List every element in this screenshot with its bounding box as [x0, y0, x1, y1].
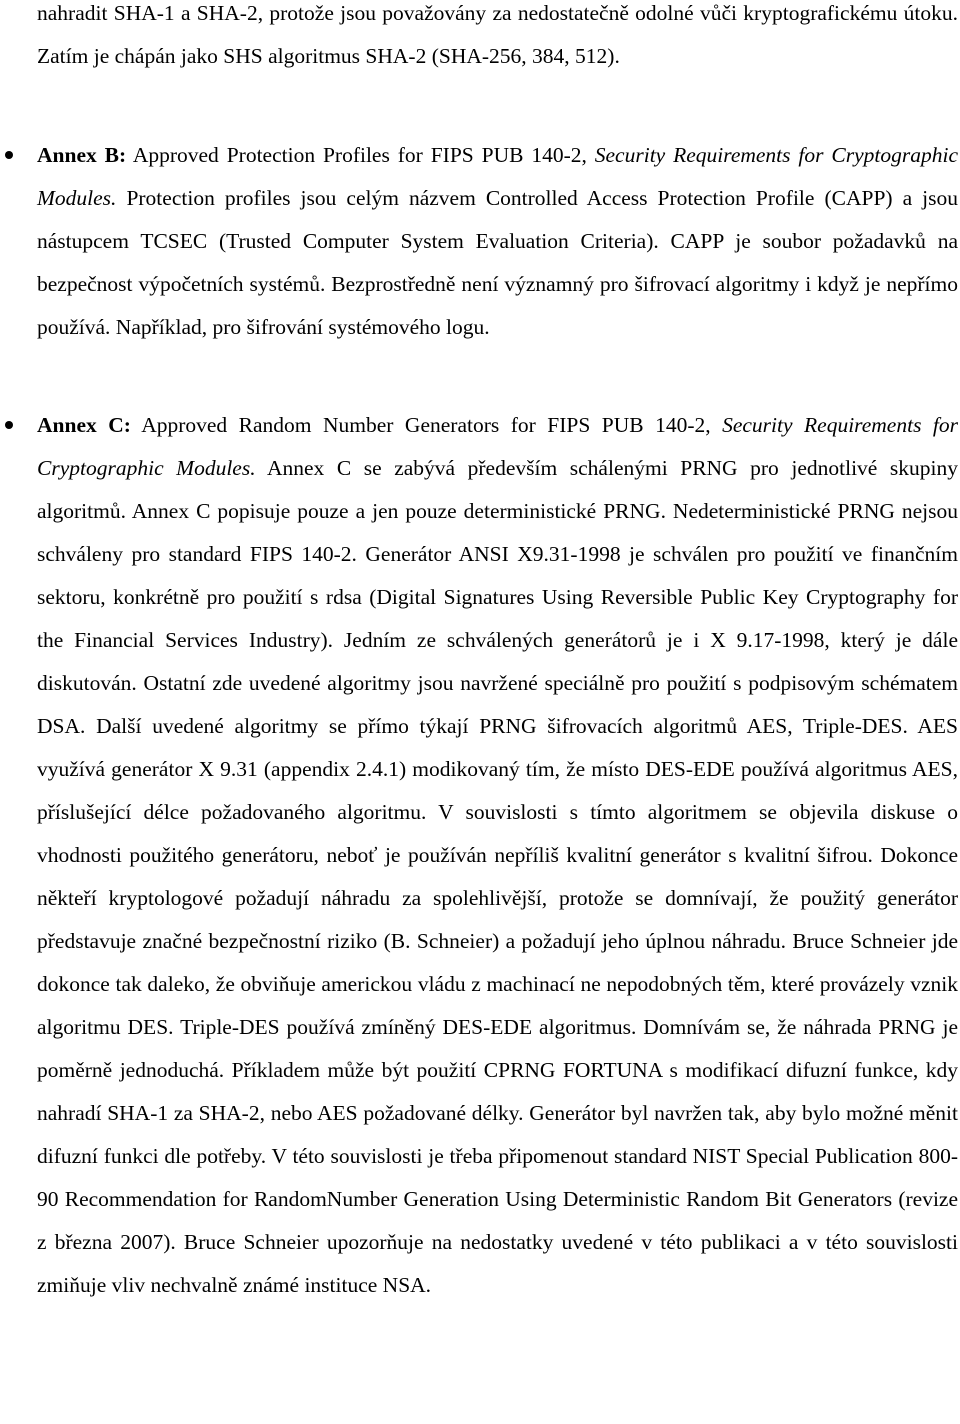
bullet-icon: [5, 151, 13, 159]
annex-c-title: Approved Random Number Generators for FIPS PUB 140-2,: [130, 413, 723, 437]
annex-c-title-italic: Security Requirements for Cryptographic Modules.: [37, 413, 959, 480]
annex-b-label: Annex B:: [37, 143, 127, 167]
annex-c-paragraph: [37, 404, 958, 1307]
annex-c-body: Annex C se zabývá především schálenými PRNG pro jednotlivé skupiny algoritmů. Annex C popisuje pouze a jen pouze deterministické PRNG. Nedeterministické PRNG nejsou schváleny pro standard FIPS 140-2. Generátor ANSI X9.31-1998 je schválen pro použití ve finančním sektoru, konkrétně pro použití s rdsa (Digital Signatures Using Reversible Public Key Cryptography for the Financial Services Industry). Jedním ze schválených generátorů je i X 9.17-1998, který je dále diskutován. Ostatní zde uvedené algoritmy jsou navržené speciálně pro použití s podpisovým schématem DSA. Další uvedené algoritmy se přímo týkají PRNG šifrovacích algoritmů AES, Triple-DES. AES využívá generátor X 9.31 (appendix 2.4.1) modikovaný tím, že místo DES-EDE používá algoritmus AES, příslušející délce požadovaného algoritmu. V souvislosti s tímto algoritmem se objevila diskuse o vhodnosti použitého generátoru, neboť je používán nepříliš kvalitní generátor s kvalitní šifrou. Dokonce někteří kryptologové požadují náhradu za spolehlivější, protože se domnívají, že použitý generátor představuje značné bezpečnostní riziko (B. Schneier) a požadují jeho úplnou náhradu. Bruce Schneier jde dokonce tak daleko, že obviňuje americkou vládu z machinací ne nepodobných těm, které provázely vznik algoritmu DES. Triple-DES používá zmíněný DES-EDE algoritmus. Domnívám se, že náhrada PRNG je poměrně jednoduchá. Příkladem může být použití CPRNG FORTUNA s modifikací difuzní funkce, kdy nahradí SHA-1 za SHA-2, nebo AES požadované délky. Generátor byl navržen tak, aby bylo možné měnit difuzní funkci dle potřeby. V této souvislosti je třeba připomenout standard NIST Special Publication 800-90 Recommendation for RandomNumber Generation Using Deterministic Random Bit Generators (revize z března 2007). Bruce Schneier upozorňuje na nedostatky uvedené v této publikaci a v této souvislosti zmiňuje vliv nechvalně známé instituce NSA.: [37, 456, 958, 1297]
annex-b-title-italic: Security Requirements for Cryptographic Modules.: [37, 143, 958, 210]
annex-b-title: Approved Protection Profiles for FIPS PUB 140-2,: [126, 143, 595, 167]
annex-c-item: [37, 404, 958, 1307]
intro-text: nahradit SHA-1 a SHA-2, protože jsou považovány za nedostatečně odolné vůči kryptografickému útoku. Zatím je chápán jako SHS algoritmus SHA-2 (SHA-256, 384, 512).: [37, 1, 958, 68]
annex-b-paragraph: [37, 134, 958, 349]
bullet-icon: [5, 421, 13, 429]
intro-paragraph: [37, 0, 958, 78]
annex-b-body: Protection profiles jsou celým názvem Controlled Access Protection Profile (CAPP) a jsou nástupcem TCSEC (Trusted Computer System Evaluation Criteria). CAPP je soubor požadavků na bezpečnost výpočetních systémů. Bezprostředně není významný pro šifrovací algoritmy i když je nepřímo používá. Například, pro šifrování systémového logu.: [37, 186, 958, 339]
annex-b-item: [37, 134, 958, 349]
annex-c-label: Annex C:: [37, 413, 131, 437]
